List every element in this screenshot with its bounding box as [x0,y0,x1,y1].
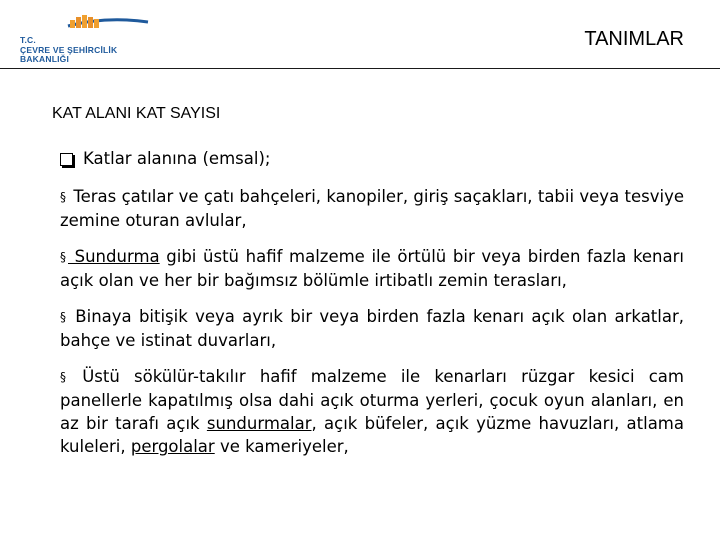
list-item [60,185,684,232]
underlined-term: sundurmalar [206,414,312,433]
logo-text [20,36,170,65]
list-item [60,305,684,352]
ministry-logo [18,14,168,66]
item-text: , açık büfeler, açık yüzme havuzları, atlama kuleleri, [60,414,684,456]
item-text: Binaya bitişik veya ayrık bir veya birden fazla kenarı açık olan arkatlar, bahçe ve istinat duvarları, [60,307,684,350]
logo-line-1: T.C. [20,35,36,45]
intro-text: Katlar alanına (emsal); [83,149,271,168]
bullet-icon: § [60,370,66,384]
header-divider [0,68,720,69]
checkbox-square-icon [60,153,73,166]
section-title: KAT ALANI KAT SAYISI [52,105,221,122]
list-item [60,365,684,458]
list-item [60,245,684,292]
item-text: ve kameriyeler, [214,437,349,456]
intro-line [60,147,684,170]
logo-line-3: BAKANLIĞI [20,54,70,64]
item-text: gibi üstü hafif malzeme ile örtülü bir veya birden fazla kenarı açık olan ve her bir bağımsız bölümle irtibatlı zemin terasları, [60,247,684,290]
page-title: TANIMLAR [584,28,684,50]
bullet-icon: § [60,250,66,264]
logo-line-2: ÇEVRE VE ŞEHİRCİLİK [20,44,118,55]
bullet-list [60,185,684,458]
item-text: Üstü sökülür-takılır hafif malzeme ile kenarları rüzgar kesici cam panellerle kapatılmış olsa dahi açık oturma yerleri, çocuk oyun alanları, en az bir tarafı açık [60,367,684,433]
underlined-term: pergolalar [130,437,215,456]
content-body [60,147,684,458]
bullet-icon: § [60,310,66,324]
item-text: Teras çatılar ve çatı bahçeleri, kanopiler, giriş saçakları, tabii veya tesviye zemine oturan avlular, [60,187,684,230]
underlined-term: Sundurma [68,247,160,266]
bullet-icon: § [60,190,66,204]
